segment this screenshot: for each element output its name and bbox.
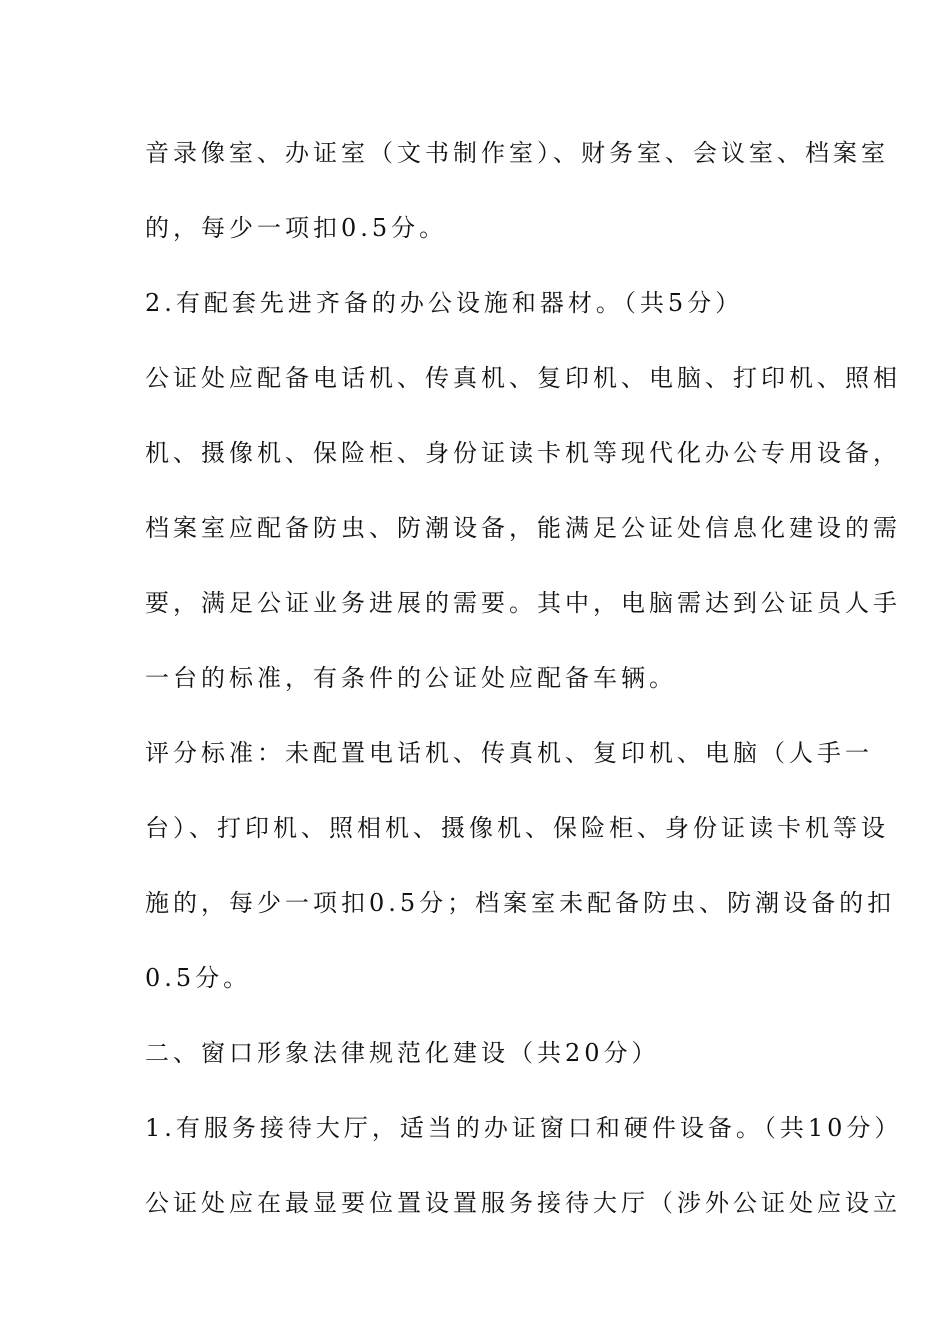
section-heading: 二、窗口形象法律规范化建设（共20分） xyxy=(145,1039,660,1067)
text-line: 施的，每少一项扣0.5分；档案室未配备防虫、防潮设备的扣 xyxy=(145,889,896,917)
text-line: 公证处应配备电话机、传真机、复印机、电脑、打印机、照相 xyxy=(145,364,901,392)
text-line: 档案室应配备防虫、防潮设备，能满足公证处信息化建设的需 xyxy=(145,514,901,542)
subsection-heading: 1.有服务接待大厅，适当的办证窗口和硬件设备。（共10分） xyxy=(145,1114,903,1142)
text-line: 要，满足公证业务进展的需要。其中，电脑需达到公证员人手 xyxy=(145,589,901,617)
text-line: 台）、打印机、照相机、摄像机、保险柜、身份证读卡机等设 xyxy=(145,814,889,842)
section-heading: 2.有配套先进齐备的办公设施和器材。（共5分） xyxy=(145,289,744,317)
text-line: 公证处应在最显要位置设置服务接待大厅（涉外公证处应设立 xyxy=(145,1189,901,1217)
text-line: 机、摄像机、保险柜、身份证读卡机等现代化办公专用设备， xyxy=(145,439,901,467)
text-line: 的，每少一项扣0.5分。 xyxy=(145,214,448,242)
text-line: 音录像室、办证室（文书制作室）、财务室、会议室、档案室 xyxy=(145,139,889,167)
text-line: 评分标准：未配置电话机、传真机、复印机、电脑（人手一 xyxy=(145,739,873,767)
text-line: 0.5分。 xyxy=(145,964,252,992)
text-line: 一台的标准，有条件的公证处应配备车辆。 xyxy=(145,664,677,692)
